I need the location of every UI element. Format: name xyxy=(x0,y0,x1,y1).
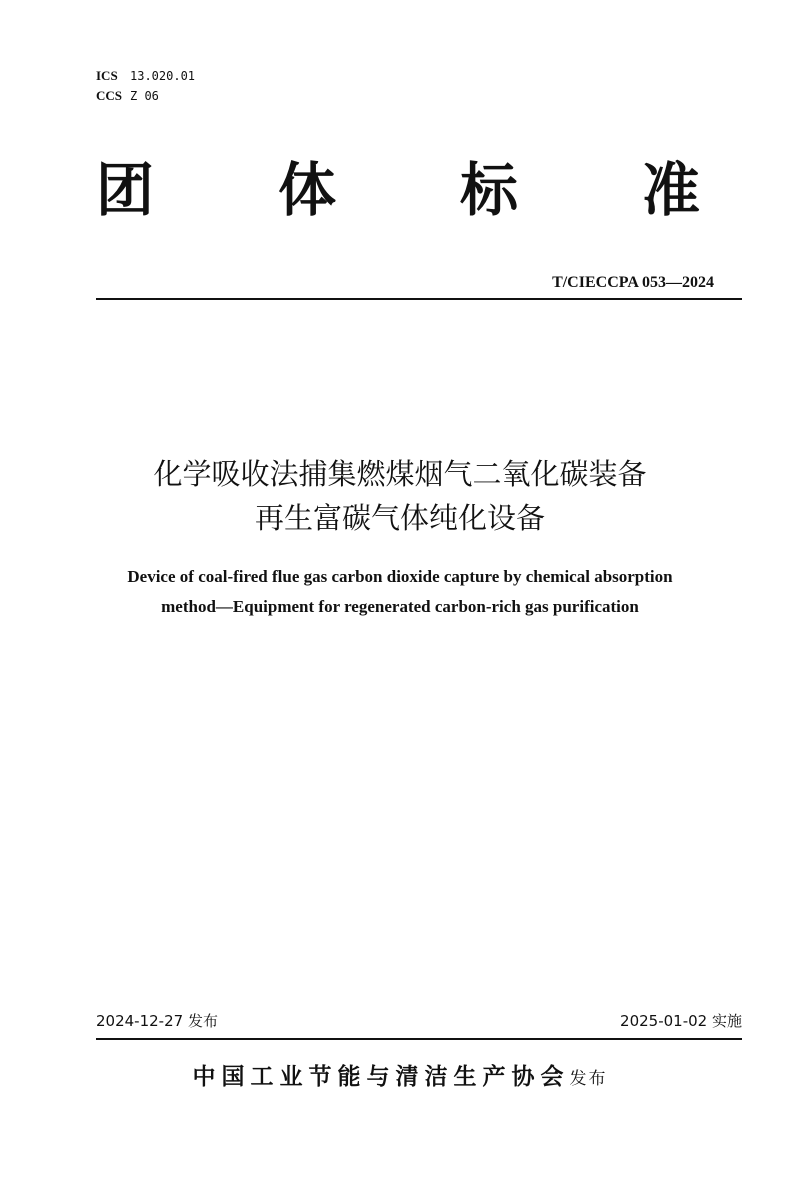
chinese-title-line-1: 化学吸收法捕集燃煤烟气二氧化碳装备 xyxy=(153,457,647,491)
publisher xyxy=(0,1058,800,1091)
implementation-date: 2025-01-02 实施 xyxy=(620,1012,742,1030)
standard-type-heading xyxy=(96,150,700,230)
publisher-suffix: 发布 xyxy=(569,1069,608,1089)
ics-label: ICS xyxy=(96,68,118,83)
english-title xyxy=(0,562,800,622)
publisher-name: 中国工业节能与清洁生产协会 xyxy=(192,1063,570,1090)
chinese-title-line-2: 再生富碳气体纯化设备 xyxy=(254,501,545,535)
standard-type-char: 准 xyxy=(641,156,700,224)
ics-code-row xyxy=(96,66,195,86)
english-title-line-1: Device of coal-fired flue gas carbon dioxide capture by chemical absorption xyxy=(127,567,673,586)
ccs-code-row xyxy=(96,86,195,106)
issue-date: 2024-12-27 发布 xyxy=(96,1012,218,1030)
chinese-title xyxy=(0,452,800,540)
date-row xyxy=(96,1010,742,1032)
bottom-divider xyxy=(96,1038,742,1040)
ccs-label: CCS xyxy=(96,88,123,103)
standard-type-char: 体 xyxy=(277,156,336,224)
standard-number: T/CIECCPA 053—2024 xyxy=(552,274,714,291)
ccs-value: Z 06 xyxy=(130,89,159,103)
ics-value: 13.020.01 xyxy=(130,69,196,83)
top-divider xyxy=(96,298,742,300)
standard-type-char: 团 xyxy=(96,156,155,224)
standard-type-char: 标 xyxy=(459,156,518,224)
english-title-line-2: method—Equipment for regenerated carbon-rich gas purification xyxy=(161,597,639,616)
classification-codes xyxy=(96,66,195,106)
